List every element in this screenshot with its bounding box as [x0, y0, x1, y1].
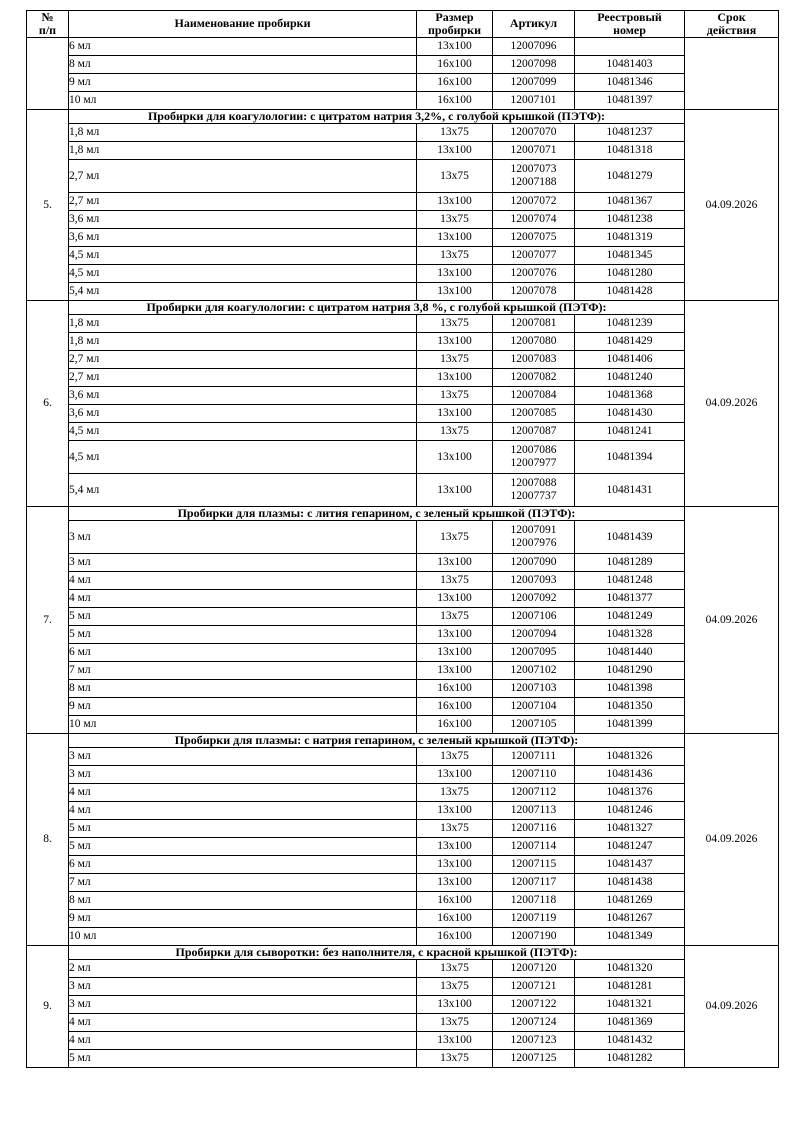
tube-size-cell: 13x100 — [417, 837, 493, 855]
tube-size-cell: 16x100 — [417, 891, 493, 909]
tube-volume-cell: 5 мл — [69, 837, 417, 855]
validity-date-cell: 04.09.2026 — [685, 506, 779, 733]
registry-number-cell: 10481247 — [575, 837, 685, 855]
table-row — [27, 473, 779, 506]
table-row — [27, 873, 779, 891]
tube-size-cell: 13x100 — [417, 37, 493, 55]
tube-volume-cell: 1,8 мл — [69, 332, 417, 350]
table-row — [27, 661, 779, 679]
tube-volume-cell: 9 мл — [69, 697, 417, 715]
column-header-size — [417, 11, 493, 38]
article-cell — [493, 473, 575, 506]
tube-size-cell: 13x75 — [417, 210, 493, 228]
tube-volume-cell: 7 мл — [69, 873, 417, 891]
table-row — [27, 625, 779, 643]
column-header-article: Артикул — [493, 11, 575, 38]
registry-number-cell: 10481280 — [575, 264, 685, 282]
tube-volume-cell: 9 мл — [69, 909, 417, 927]
article-cell: 12007114 — [493, 837, 575, 855]
article-cell: 12007121 — [493, 977, 575, 995]
article-cell: 12007076 — [493, 264, 575, 282]
registry-number-cell: 10481399 — [575, 715, 685, 733]
tube-size-cell: 13x75 — [417, 607, 493, 625]
tube-volume-cell: 8 мл — [69, 679, 417, 697]
registry-number-cell: 10481249 — [575, 607, 685, 625]
tube-size-cell: 13x100 — [417, 282, 493, 300]
registry-number-cell: 10481241 — [575, 422, 685, 440]
article-cell: 12007117 — [493, 873, 575, 891]
section-title-cell: Пробирки для сыворотки: без наполнителя, с красной крышкой (ПЭТФ): — [69, 945, 685, 959]
table-row — [27, 314, 779, 332]
column-header-number-line1: № — [41, 10, 54, 24]
column-header-number — [27, 11, 69, 38]
article-cell: 12007124 — [493, 1013, 575, 1031]
article-cell: 12007111 — [493, 747, 575, 765]
table-row — [27, 141, 779, 159]
table-row — [27, 386, 779, 404]
tube-size-cell: 13x100 — [417, 141, 493, 159]
tube-volume-cell: 4,5 мл — [69, 246, 417, 264]
article-cell: 12007123 — [493, 1031, 575, 1049]
table-row — [27, 37, 779, 55]
article-cell: 12007098 — [493, 55, 575, 73]
tube-size-cell: 13x100 — [417, 332, 493, 350]
column-header-term — [685, 11, 779, 38]
tube-volume-cell: 8 мл — [69, 55, 417, 73]
section-header-row — [27, 109, 779, 123]
registry-number-cell: 10481240 — [575, 368, 685, 386]
registry-number-cell: 10481318 — [575, 141, 685, 159]
registry-number-cell: 10481428 — [575, 282, 685, 300]
registry-number-cell: 10481319 — [575, 228, 685, 246]
table-row — [27, 246, 779, 264]
table-row — [27, 1031, 779, 1049]
section-number-cell: 7. — [27, 506, 69, 733]
tube-volume-cell: 3,6 мл — [69, 386, 417, 404]
table-row — [27, 192, 779, 210]
tube-size-cell: 13x100 — [417, 765, 493, 783]
validity-date-cell: 04.09.2026 — [685, 300, 779, 506]
column-header-registry-line1: Реестровый — [597, 10, 662, 24]
tube-volume-cell: 3 мл — [69, 520, 417, 553]
article-cell-line: 12007976 — [510, 536, 557, 549]
article-cell: 12007092 — [493, 589, 575, 607]
registry-number-cell: 10481369 — [575, 1013, 685, 1031]
validity-date-cell — [685, 37, 779, 109]
tube-volume-cell: 1,8 мл — [69, 123, 417, 141]
article-cell: 12007103 — [493, 679, 575, 697]
tube-size-cell: 16x100 — [417, 73, 493, 91]
tube-volume-cell: 4 мл — [69, 801, 417, 819]
header-row — [27, 11, 779, 38]
table-row — [27, 697, 779, 715]
tube-size-cell: 13x100 — [417, 368, 493, 386]
registry-number-cell: 10481436 — [575, 765, 685, 783]
tube-size-cell: 13x75 — [417, 783, 493, 801]
table-row — [27, 995, 779, 1013]
registry-number-cell: 10481279 — [575, 159, 685, 192]
table-row — [27, 210, 779, 228]
article-cell: 12007118 — [493, 891, 575, 909]
table-row — [27, 801, 779, 819]
article-cell: 12007078 — [493, 282, 575, 300]
tube-size-cell: 16x100 — [417, 679, 493, 697]
tube-size-cell: 13x75 — [417, 977, 493, 995]
tube-volume-cell: 4 мл — [69, 1031, 417, 1049]
tube-size-cell: 13x100 — [417, 404, 493, 422]
tube-size-cell: 13x75 — [417, 123, 493, 141]
registry-number-cell: 10481377 — [575, 589, 685, 607]
table-row — [27, 765, 779, 783]
table-row — [27, 837, 779, 855]
tube-size-cell: 13x100 — [417, 995, 493, 1013]
table-row — [27, 855, 779, 873]
tube-size-cell: 16x100 — [417, 55, 493, 73]
article-cell: 12007084 — [493, 386, 575, 404]
section-number-cell: 9. — [27, 945, 69, 1067]
tube-size-cell: 13x100 — [417, 855, 493, 873]
column-header-term-line1: Срок — [717, 10, 746, 24]
tube-size-cell: 13x100 — [417, 589, 493, 607]
validity-date-cell: 04.09.2026 — [685, 733, 779, 945]
table-row — [27, 350, 779, 368]
table-row — [27, 91, 779, 109]
tube-size-cell: 16x100 — [417, 91, 493, 109]
tube-volume-cell: 6 мл — [69, 855, 417, 873]
table-row — [27, 520, 779, 553]
validity-date-cell: 04.09.2026 — [685, 945, 779, 1067]
tube-volume-cell: 1,8 мл — [69, 141, 417, 159]
article-cell: 12007083 — [493, 350, 575, 368]
registry-number-cell: 10481282 — [575, 1049, 685, 1067]
tube-size-cell: 13x75 — [417, 1013, 493, 1031]
article-cell: 12007072 — [493, 192, 575, 210]
tube-volume-cell: 3 мл — [69, 765, 417, 783]
table-row — [27, 1013, 779, 1031]
tube-size-cell: 16x100 — [417, 715, 493, 733]
article-cell: 12007122 — [493, 995, 575, 1013]
registry-number-cell: 10481350 — [575, 697, 685, 715]
tube-volume-cell: 4,5 мл — [69, 264, 417, 282]
tube-volume-cell: 4 мл — [69, 589, 417, 607]
tube-volume-cell: 4 мл — [69, 571, 417, 589]
article-cell: 12007115 — [493, 855, 575, 873]
registry-number-cell: 10481248 — [575, 571, 685, 589]
tube-volume-cell: 4 мл — [69, 1013, 417, 1031]
article-cell: 12007099 — [493, 73, 575, 91]
article-cell: 12007112 — [493, 783, 575, 801]
column-header-size-line2: пробирки — [427, 22, 481, 37]
tube-size-cell: 13x100 — [417, 625, 493, 643]
table-row — [27, 332, 779, 350]
tube-size-cell: 13x100 — [417, 873, 493, 891]
tube-size-cell: 13x100 — [417, 440, 493, 473]
table-row — [27, 159, 779, 192]
tube-volume-cell: 2,7 мл — [69, 192, 417, 210]
tube-volume-cell: 3,6 мл — [69, 404, 417, 422]
column-header-number-line2: п/п — [38, 22, 57, 37]
table-row — [27, 819, 779, 837]
registry-number-cell: 10481437 — [575, 855, 685, 873]
article-cell-line: 12007073 — [510, 162, 557, 175]
registry-number-cell: 10481246 — [575, 801, 685, 819]
tube-size-cell: 13x75 — [417, 520, 493, 553]
table-row — [27, 1049, 779, 1067]
tube-volume-cell: 4,5 мл — [69, 422, 417, 440]
article-cell: 12007075 — [493, 228, 575, 246]
tube-volume-cell: 3 мл — [69, 747, 417, 765]
table-row — [27, 607, 779, 625]
registry-number-cell: 10481320 — [575, 959, 685, 977]
article-cell: 12007125 — [493, 1049, 575, 1067]
column-header-size-line1: Размер — [435, 10, 474, 24]
table-row — [27, 228, 779, 246]
tube-size-cell: 13x100 — [417, 473, 493, 506]
registry-number-cell: 10481269 — [575, 891, 685, 909]
tube-size-cell: 13x75 — [417, 386, 493, 404]
registry-number-cell: 10481403 — [575, 55, 685, 73]
article-cell: 12007087 — [493, 422, 575, 440]
article-cell: 12007110 — [493, 765, 575, 783]
tube-size-cell: 13x75 — [417, 314, 493, 332]
section-number-cell: 8. — [27, 733, 69, 945]
table-row — [27, 264, 779, 282]
table-row — [27, 55, 779, 73]
registry-number-cell: 10481406 — [575, 350, 685, 368]
section-header-row — [27, 300, 779, 314]
article-cell: 12007119 — [493, 909, 575, 927]
tube-volume-cell: 5,4 мл — [69, 282, 417, 300]
article-cell: 12007070 — [493, 123, 575, 141]
table-row — [27, 927, 779, 945]
registry-number-cell: 10481367 — [575, 192, 685, 210]
article-cell: 12007093 — [493, 571, 575, 589]
tube-size-cell: 13x100 — [417, 192, 493, 210]
tube-volume-cell: 7 мл — [69, 661, 417, 679]
tube-size-cell: 16x100 — [417, 927, 493, 945]
column-header-term-line2: действия — [706, 22, 757, 37]
section-header-row — [27, 733, 779, 747]
tube-volume-cell: 2,7 мл — [69, 159, 417, 192]
registry-number-cell: 10481440 — [575, 643, 685, 661]
tube-size-cell: 13x100 — [417, 264, 493, 282]
tube-catalog-table — [26, 10, 779, 1068]
table-row — [27, 282, 779, 300]
tube-volume-cell: 10 мл — [69, 91, 417, 109]
article-cell: 12007095 — [493, 643, 575, 661]
tube-size-cell: 13x75 — [417, 422, 493, 440]
table-row — [27, 368, 779, 386]
tube-volume-cell: 4,5 мл — [69, 440, 417, 473]
row-number-cell — [27, 37, 69, 109]
tube-size-cell: 13x75 — [417, 747, 493, 765]
table-row — [27, 959, 779, 977]
registry-number-cell: 10481376 — [575, 783, 685, 801]
registry-number-cell: 10481321 — [575, 995, 685, 1013]
table-body — [27, 37, 779, 1067]
article-cell: 12007082 — [493, 368, 575, 386]
table-row — [27, 783, 779, 801]
registry-number-cell: 10481398 — [575, 679, 685, 697]
registry-number-cell: 10481394 — [575, 440, 685, 473]
tube-size-cell: 13x75 — [417, 246, 493, 264]
article-cell: 12007106 — [493, 607, 575, 625]
tube-volume-cell: 3,6 мл — [69, 210, 417, 228]
registry-number-cell: 10481429 — [575, 332, 685, 350]
article-cell: 12007080 — [493, 332, 575, 350]
article-cell-line: 12007737 — [510, 489, 557, 502]
registry-number-cell: 10481349 — [575, 927, 685, 945]
section-number-cell: 6. — [27, 300, 69, 506]
registry-number-cell: 10481431 — [575, 473, 685, 506]
table-header — [27, 11, 779, 38]
tube-volume-cell: 5 мл — [69, 1049, 417, 1067]
article-cell-line: 12007091 — [510, 523, 557, 536]
article-cell-line: 12007086 — [510, 443, 557, 456]
tube-size-cell: 13x75 — [417, 1049, 493, 1067]
article-cell: 12007116 — [493, 819, 575, 837]
table-row — [27, 571, 779, 589]
article-cell: 12007113 — [493, 801, 575, 819]
registry-number-cell: 10481397 — [575, 91, 685, 109]
article-cell: 12007101 — [493, 91, 575, 109]
table-row — [27, 73, 779, 91]
registry-number-cell: 10481290 — [575, 661, 685, 679]
tube-volume-cell: 5,4 мл — [69, 473, 417, 506]
article-cell: 12007190 — [493, 927, 575, 945]
table-row — [27, 715, 779, 733]
article-cell: 12007081 — [493, 314, 575, 332]
table-row — [27, 679, 779, 697]
article-cell-line: 12007088 — [510, 476, 557, 489]
section-title-cell: Пробирки для плазмы: с натрия гепарином, с зеленый крышкой (ПЭТФ): — [69, 733, 685, 747]
registry-number-cell: 10481439 — [575, 520, 685, 553]
tube-volume-cell: 4 мл — [69, 783, 417, 801]
column-header-registry-line2: номер — [613, 22, 646, 37]
tube-size-cell: 13x100 — [417, 661, 493, 679]
tube-volume-cell: 5 мл — [69, 625, 417, 643]
tube-size-cell: 16x100 — [417, 697, 493, 715]
registry-number-cell: 10481267 — [575, 909, 685, 927]
table-row — [27, 553, 779, 571]
section-number-cell: 5. — [27, 109, 69, 300]
table-row — [27, 909, 779, 927]
table-row — [27, 123, 779, 141]
tube-volume-cell: 9 мл — [69, 73, 417, 91]
tube-volume-cell: 5 мл — [69, 607, 417, 625]
tube-volume-cell: 10 мл — [69, 715, 417, 733]
tube-size-cell: 13x75 — [417, 819, 493, 837]
registry-number-cell — [575, 37, 685, 55]
tube-volume-cell: 10 мл — [69, 927, 417, 945]
tube-volume-cell: 6 мл — [69, 37, 417, 55]
table-row — [27, 747, 779, 765]
tube-volume-cell: 6 мл — [69, 643, 417, 661]
article-cell: 12007090 — [493, 553, 575, 571]
tube-volume-cell: 3 мл — [69, 553, 417, 571]
tube-size-cell: 16x100 — [417, 909, 493, 927]
tube-volume-cell: 2,7 мл — [69, 350, 417, 368]
registry-number-cell: 10481438 — [575, 873, 685, 891]
tube-size-cell: 13x75 — [417, 571, 493, 589]
table-row — [27, 589, 779, 607]
article-cell: 12007074 — [493, 210, 575, 228]
tube-volume-cell: 2,7 мл — [69, 368, 417, 386]
tube-size-cell: 13x75 — [417, 350, 493, 368]
article-cell: 12007096 — [493, 37, 575, 55]
article-cell: 12007071 — [493, 141, 575, 159]
tube-volume-cell: 3 мл — [69, 977, 417, 995]
section-header-row — [27, 945, 779, 959]
registry-number-cell: 10481346 — [575, 73, 685, 91]
article-cell: 12007105 — [493, 715, 575, 733]
registry-number-cell: 10481326 — [575, 747, 685, 765]
section-title-cell: Пробирки для плазмы: с лития гепарином, с зеленый крышкой (ПЭТФ): — [69, 506, 685, 520]
registry-number-cell: 10481430 — [575, 404, 685, 422]
registry-number-cell: 10481328 — [575, 625, 685, 643]
article-cell-line: 12007977 — [510, 456, 557, 469]
column-header-name: Наименование пробирки — [69, 11, 417, 38]
table-row — [27, 977, 779, 995]
tube-volume-cell: 5 мл — [69, 819, 417, 837]
article-cell: 12007104 — [493, 697, 575, 715]
article-cell: 12007094 — [493, 625, 575, 643]
table-row — [27, 643, 779, 661]
registry-number-cell: 10481239 — [575, 314, 685, 332]
tube-volume-cell: 2 мл — [69, 959, 417, 977]
table-row — [27, 404, 779, 422]
section-header-row — [27, 506, 779, 520]
registry-number-cell: 10481432 — [575, 1031, 685, 1049]
article-cell-line: 12007188 — [510, 175, 557, 188]
registry-number-cell: 10481281 — [575, 977, 685, 995]
article-cell — [493, 440, 575, 473]
section-title-cell: Пробирки для коагулологии: с цитратом натрия 3,2%, с голубой крышкой (ПЭТФ): — [69, 109, 685, 123]
article-cell: 12007102 — [493, 661, 575, 679]
registry-number-cell: 10481327 — [575, 819, 685, 837]
column-header-registry — [575, 11, 685, 38]
table-row — [27, 422, 779, 440]
registry-number-cell: 10481289 — [575, 553, 685, 571]
article-cell: 12007085 — [493, 404, 575, 422]
article-cell: 12007077 — [493, 246, 575, 264]
validity-date-cell: 04.09.2026 — [685, 109, 779, 300]
registry-number-cell: 10481238 — [575, 210, 685, 228]
table-row — [27, 440, 779, 473]
tube-size-cell: 13x100 — [417, 1031, 493, 1049]
tube-size-cell: 13x100 — [417, 643, 493, 661]
section-title-cell: Пробирки для коагулологии: с цитратом натрия 3,8 %, с голубой крышкой (ПЭТФ): — [69, 300, 685, 314]
registry-number-cell: 10481237 — [575, 123, 685, 141]
article-cell — [493, 159, 575, 192]
table-row — [27, 891, 779, 909]
tube-volume-cell: 1,8 мл — [69, 314, 417, 332]
tube-size-cell: 13x75 — [417, 159, 493, 192]
tube-size-cell: 13x75 — [417, 959, 493, 977]
tube-size-cell: 13x100 — [417, 228, 493, 246]
article-cell: 12007120 — [493, 959, 575, 977]
tube-volume-cell: 8 мл — [69, 891, 417, 909]
registry-number-cell: 10481368 — [575, 386, 685, 404]
registry-number-cell: 10481345 — [575, 246, 685, 264]
tube-size-cell: 13x100 — [417, 801, 493, 819]
tube-volume-cell: 3 мл — [69, 995, 417, 1013]
article-cell — [493, 520, 575, 553]
tube-size-cell: 13x100 — [417, 553, 493, 571]
tube-volume-cell: 3,6 мл — [69, 228, 417, 246]
